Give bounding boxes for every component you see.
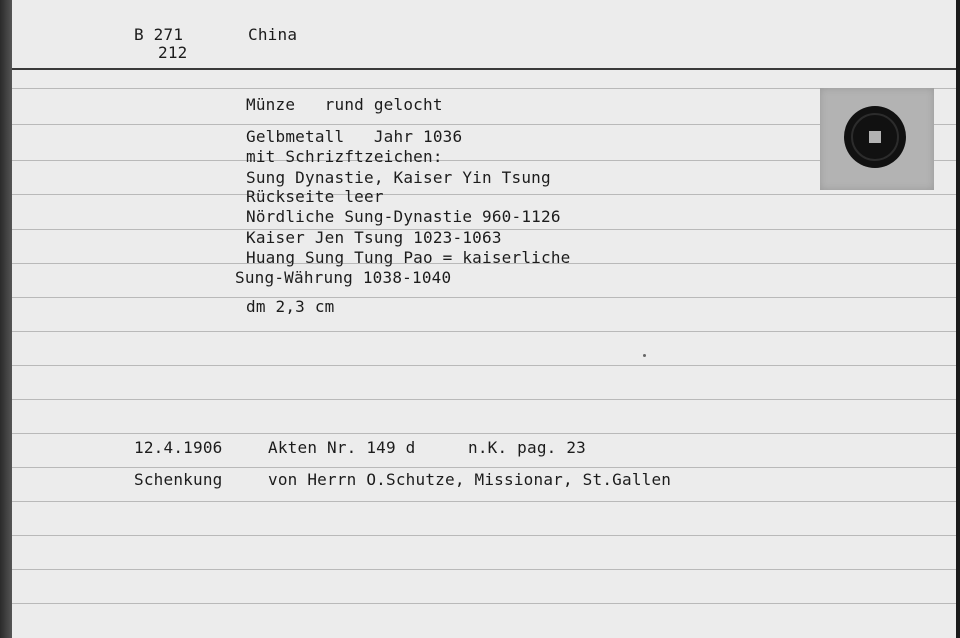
ruled-line (12, 124, 956, 125)
ruled-line (12, 399, 956, 400)
description-line: Kaiser Jen Tsung 1023-1063 (246, 228, 502, 247)
ruled-line (12, 603, 956, 604)
description-line: Rückseite leer (246, 187, 384, 206)
coin-icon (820, 88, 934, 190)
ruled-line (12, 331, 956, 332)
record-date: 12.4.1906 (134, 438, 223, 457)
ruled-line (12, 365, 956, 366)
description-line: Sung Dynastie, Kaiser Yin Tsung (246, 168, 551, 187)
ink-speck (643, 354, 646, 357)
header-rule (12, 68, 956, 70)
ruled-line (12, 297, 956, 298)
diameter: dm 2,3 cm (246, 297, 335, 316)
ruled-line (12, 433, 956, 434)
acquisition-type: Schenkung (134, 470, 223, 489)
object-type: Münze rund gelocht (246, 95, 443, 114)
sub-number: 212 (158, 43, 188, 62)
description-line: Nördliche Sung-Dynastie 960-1126 (246, 207, 561, 226)
material-year: Gelbmetall Jahr 1036 (246, 127, 463, 146)
card-left-edge (0, 0, 12, 638)
country: China (248, 25, 298, 44)
description-line: Huang Sung Tung Pao = kaiserliche (246, 248, 571, 267)
donor: von Herrn O.Schutze, Missionar, St.Gallen (268, 470, 672, 489)
ruled-line (12, 467, 956, 468)
description-line: Sung-Währung 1038-1040 (235, 268, 452, 287)
ruled-line (12, 569, 956, 570)
ruled-line (12, 535, 956, 536)
catalog-number: B 271 (134, 25, 184, 44)
file-reference: Akten Nr. 149 d (268, 438, 416, 457)
ruled-line (12, 160, 956, 161)
ruled-line (12, 88, 956, 89)
ruled-line (12, 501, 956, 502)
catalog-card (12, 0, 956, 638)
description-line: mit Schrizftzeichen: (246, 147, 443, 166)
ruled-line (12, 194, 956, 195)
page-reference: n.K. pag. 23 (468, 438, 586, 457)
coin-photo (820, 88, 934, 190)
